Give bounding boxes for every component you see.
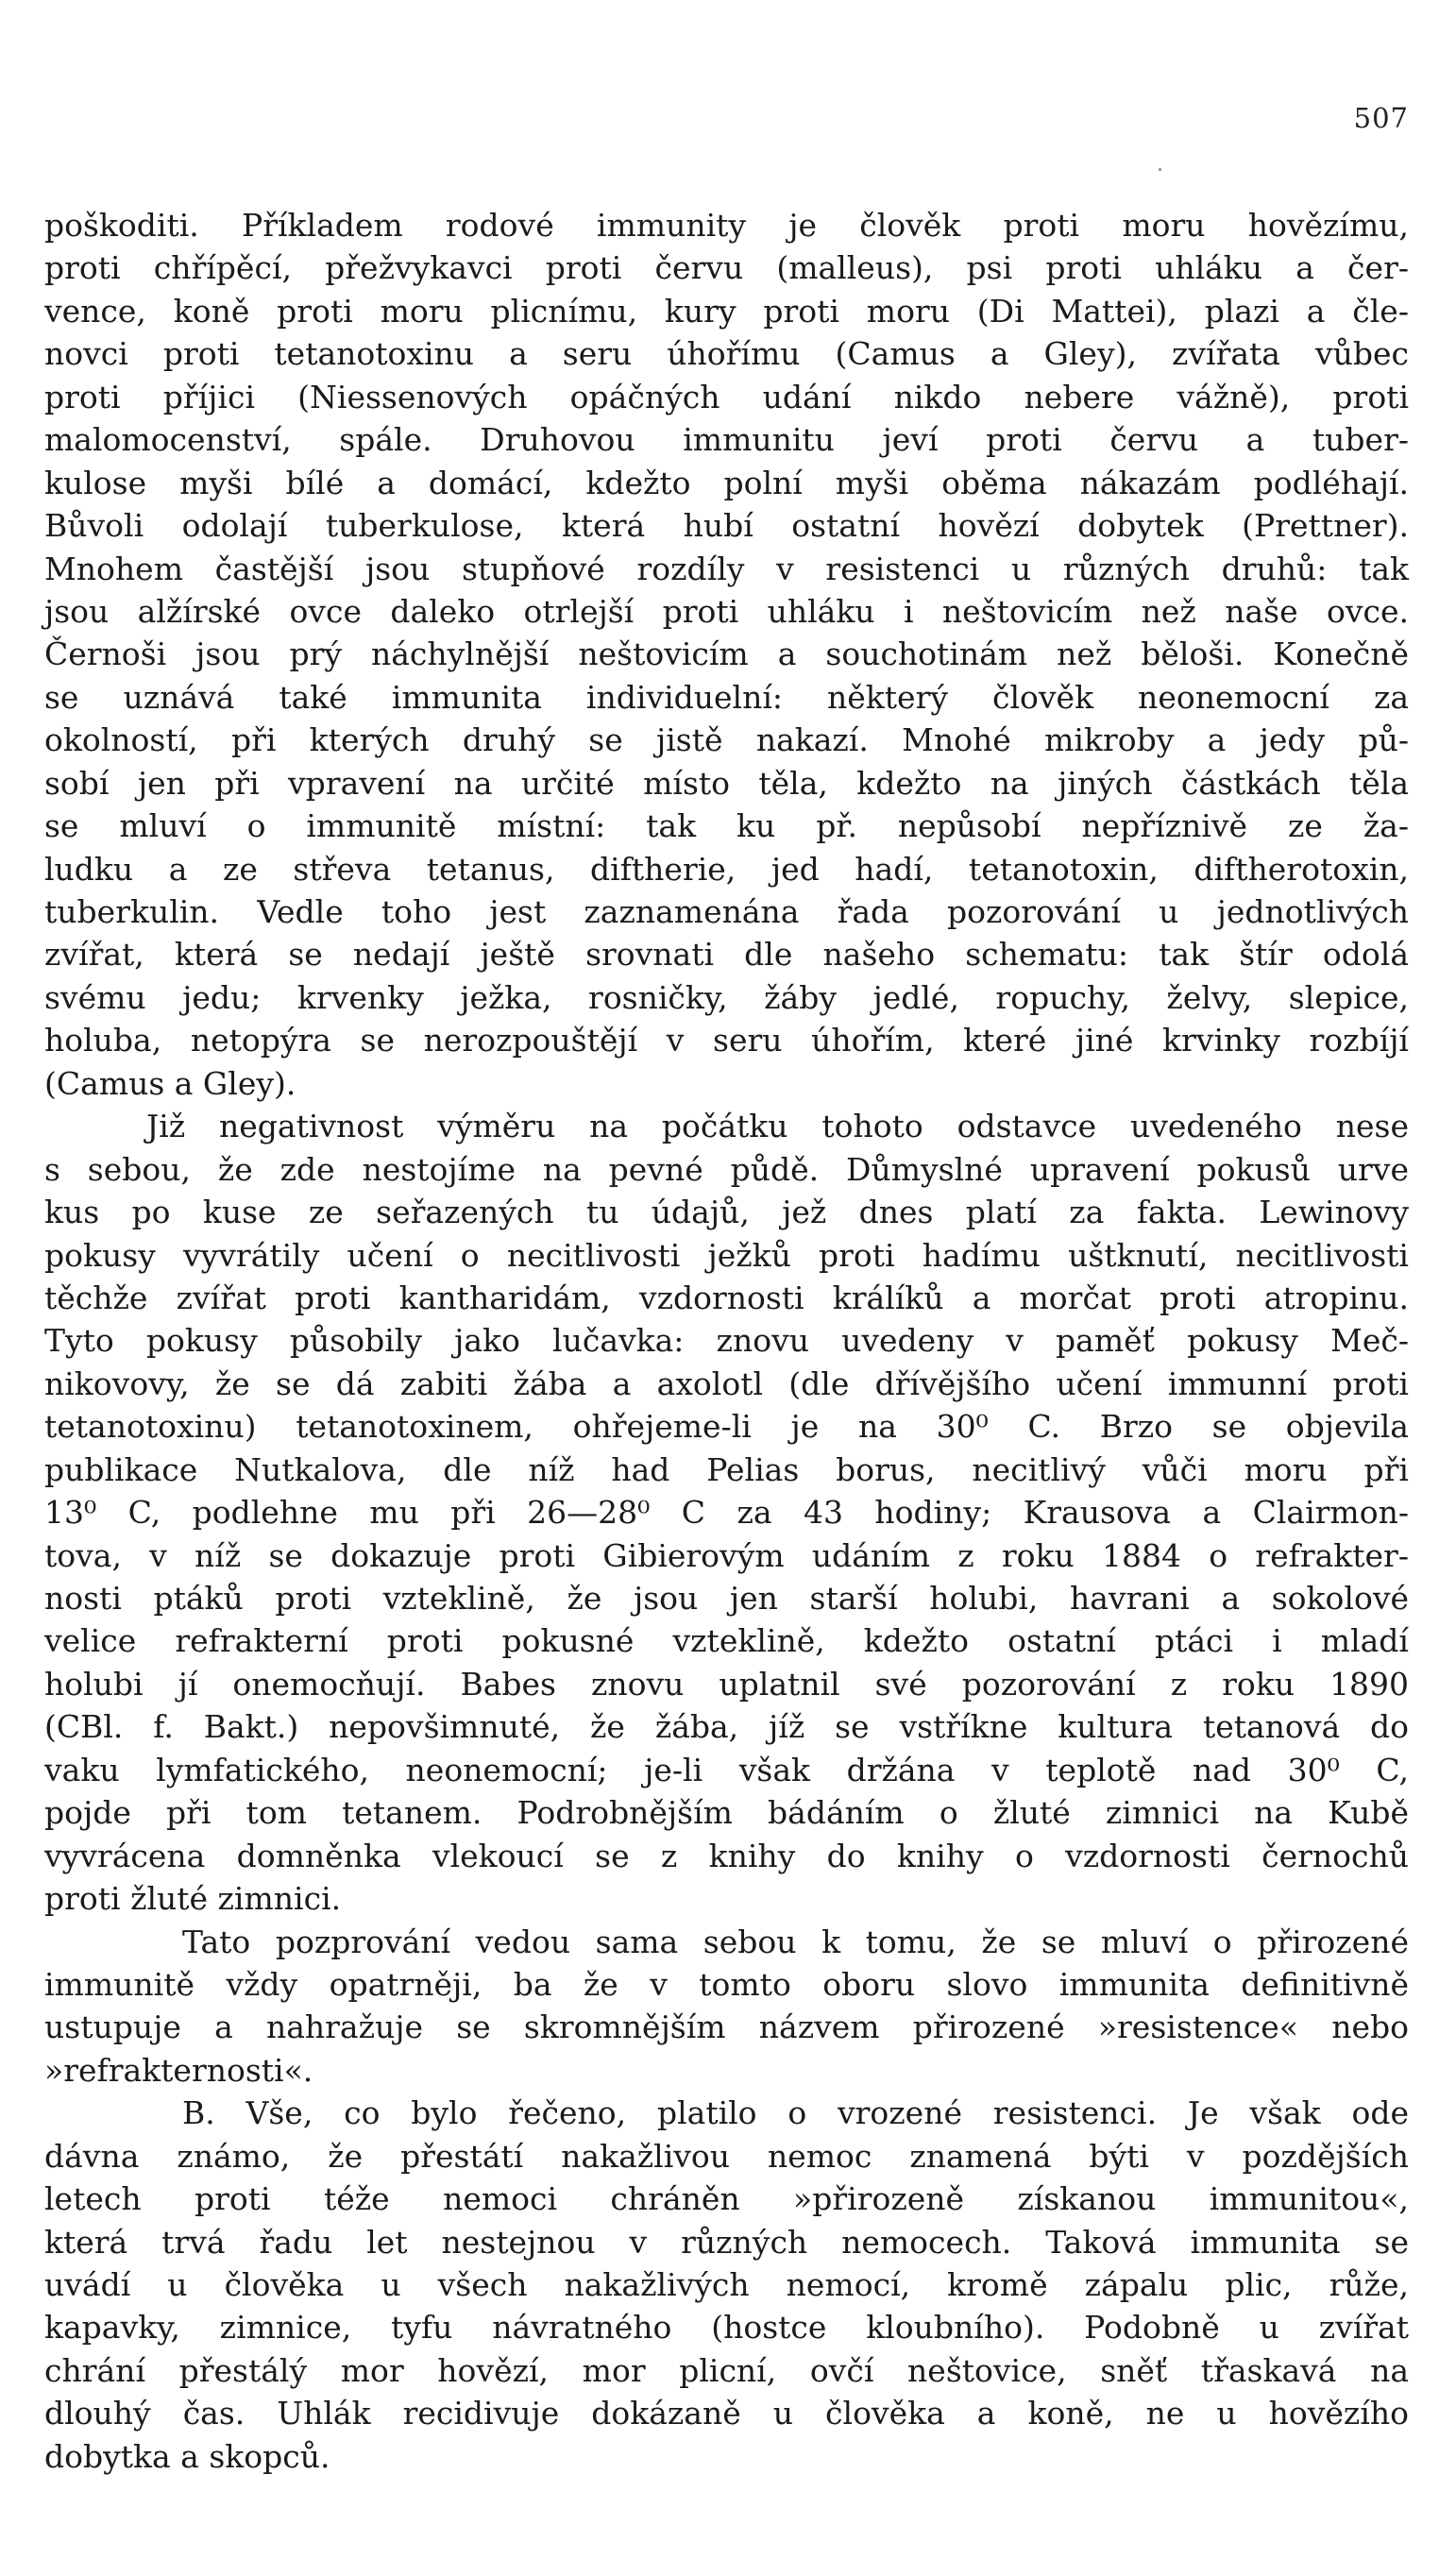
text-line: Mnohem častější jsou stupňové rozdíly v resistenci u různých druhů: tak: [44, 550, 1409, 587]
text-line: chrání přestálý mor hovězí, mor plicní, ovčí neštovice, sněť třaskavá na: [44, 2351, 1409, 2389]
text-line: pokusy vyvrátily učení o necitlivosti ježků proti hadímu uštknutí, necitlivosti: [44, 1236, 1409, 1274]
text-line: proti chřípěcí, přežvykavci proti červu (malleus), psi proti uhláku a čer-: [44, 249, 1409, 287]
text-line: se uznává také immunita individuelní: některý člověk neonemocní za: [44, 678, 1409, 716]
paragraph-end-line: proti žluté zimnici.: [44, 1880, 342, 1918]
text-line: publikace Nutkalova, dle níž had Pelias borus, necitlivý vůči moru při: [44, 1450, 1409, 1488]
text-line: tova, v níž se dokazuje proti Gibierovým udáním z roku 1884 o refrakter-: [44, 1536, 1409, 1574]
paragraph-start-line: B. Vše, co bylo řečeno, platilo o vrozené resistenci. Je však ode: [182, 2094, 1409, 2132]
text-line: ludku a ze střeva tetanus, diftherie, jed hadí, tetanotoxin, diftherotoxin,: [44, 850, 1409, 888]
text-line: kus po kuse ze seřazených tu údajů, jež dnes platí za fakta. Lewinovy: [44, 1194, 1409, 1231]
paragraph-start-line: Tato pozprování vedou sama sebou k tomu, že se mluví o přirozené: [182, 1923, 1409, 1960]
text-line: tetanotoxinu) tetanotoxinem, ohřejeme-li je na 30⁰ C. Brzo se objevila: [44, 1408, 1409, 1446]
text-line: malomocenství, spále. Druhovou immunitu jeví proti červu a tuber-: [44, 421, 1409, 459]
text-line: nikovovy, že se dá zabiti žába a axolotl (dle dřívějšího učení immunní proti: [44, 1364, 1409, 1402]
text-line: immunitě vždy opatrněji, ba že v tomto oboru slovo immunita definitivně: [44, 1965, 1409, 2003]
body-text: [44, 204, 1409, 2478]
text-line: novci proti tetanotoxinu a seru úhořímu (Camus a Gley), zvířata vůbec: [44, 335, 1409, 373]
text-line: těchže zvířat proti kantharidám, vzdornosti králíků a morčat proti atropinu.: [44, 1279, 1409, 1316]
text-line: tuberkulin. Vedle toho jest zaznamenána řada pozorování u jednotlivých: [44, 893, 1409, 930]
text-line: Černoši jsou prý náchylnější neštovicím a souchotinám než běloši. Konečně: [44, 636, 1409, 673]
text-line: kapavky, zimnice, tyfu návratného (hostce kloubního). Podobně u zvířat: [44, 2309, 1409, 2347]
text-line: se mluví o immunitě místní: tak ku př. nepůsobí nepříznivě ze ža-: [44, 807, 1409, 845]
text-line: Tyto pokusy působily jako lučavka: znovu uvedeny v paměť pokusy Meč-: [44, 1322, 1409, 1360]
text-line: dávna známo, že přestátí nakažlivou nemoc znamená býti v pozdějších: [44, 2137, 1409, 2175]
text-line: okolností, při kterých druhý se jistě nakazí. Mnohé mikroby a jedy pů-: [44, 721, 1409, 759]
text-line: letech proti téže nemoci chráněn »přirozeně získanou immunitou«,: [44, 2180, 1409, 2218]
text-line: svému jedu; krvenky ježka, rosničky, žáby jedlé, ropuchy, želvy, slepice,: [44, 978, 1409, 1016]
text-line: poškoditi. Příkladem rodové immunity je člověk proti moru hovězímu,: [44, 207, 1409, 244]
text-line: (CBl. f. Bakt.) nepovšimnuté, že žába, jíž se vstříkne kultura tetanová do: [44, 1708, 1409, 1746]
text-line: vaku lymfatického, neonemocní; je-li však držána v teplotě nad 30⁰ C,: [44, 1751, 1409, 1788]
paragraph-start-line: Již negativnost výměru na počátku tohoto odstavce uvedeného nese: [146, 1108, 1409, 1145]
text-line: s sebou, že zde nestojíme na pevné půdě. Důmyslné upravení pokusů urve: [44, 1150, 1409, 1188]
paragraph-end-line: dobytka a skopců.: [44, 2437, 330, 2475]
text-line: holubi jí onemocňují. Babes znovu uplatnil své pozorování z roku 1890: [44, 1665, 1409, 1703]
text-line: jsou alžírské ovce daleko otrlejší proti uhláku i neštovicím než naše ovce.: [44, 592, 1409, 630]
text-line: dlouhý čas. Uhlák recidivuje dokázaně u člověka a koně, ne u hovězího: [44, 2395, 1409, 2432]
text-line: proti příjici (Niessenových opáčných udání nikdo nebere vážně), proti: [44, 378, 1409, 415]
text-line: ustupuje a nahražuje se skromnějším názvem přirozené »resistence« nebo: [44, 2008, 1409, 2046]
text-line: vyvrácena domněnka vlekoucí se z knihy do knihy o vzdornosti černochů: [44, 1837, 1409, 1874]
text-line: uvádí u člověka u všech nakažlivých nemocí, kromě zápalu plic, růže,: [44, 2266, 1409, 2303]
text-line: 13⁰ C, podlehne mu při 26—28⁰ C za 43 hodiny; Krausova a Clairmon-: [44, 1494, 1409, 1532]
stray-mark: [1159, 168, 1161, 171]
text-line: sobí jen při vpravení na určité místo těla, kdežto na jiných částkách těla: [44, 764, 1409, 802]
text-line: kulose myši bílé a domácí, kdežto polní myši oběma nákazám podléhají.: [44, 464, 1409, 501]
paragraph-end-line: (Camus a Gley).: [44, 1064, 296, 1102]
text-line: která trvá řadu let nestejnou v různých nemocech. Taková immunita se: [44, 2223, 1409, 2261]
text-line: zvířat, která se nedají ještě srovnati dle našeho schematu: tak štír odolá: [44, 936, 1409, 974]
text-line: nosti ptáků proti vzteklině, že jsou jen starší holubi, havrani a sokolové: [44, 1580, 1409, 1617]
text-line: vence, koně proti moru plicnímu, kury proti moru (Di Mattei), plazi a čle-: [44, 292, 1409, 330]
text-line: holuba, netopýra se nerozpouštějí v seru úhořím, které jiné krvinky rozbíjí: [44, 1022, 1409, 1059]
paragraph-end-line: »refrakternosti«.: [44, 2051, 313, 2089]
text-line: Bůvoli odolají tuberkulose, která hubí ostatní hovězí dobytek (Prettner).: [44, 507, 1409, 545]
text-line: pojde při tom tetanem. Podrobnějším bádáním o žluté zimnici na Kubě: [44, 1794, 1409, 1832]
text-line: velice refrakterní proti pokusné vzteklině, kdežto ostatní ptáci i mladí: [44, 1622, 1409, 1660]
page-number: 507: [1353, 102, 1409, 134]
